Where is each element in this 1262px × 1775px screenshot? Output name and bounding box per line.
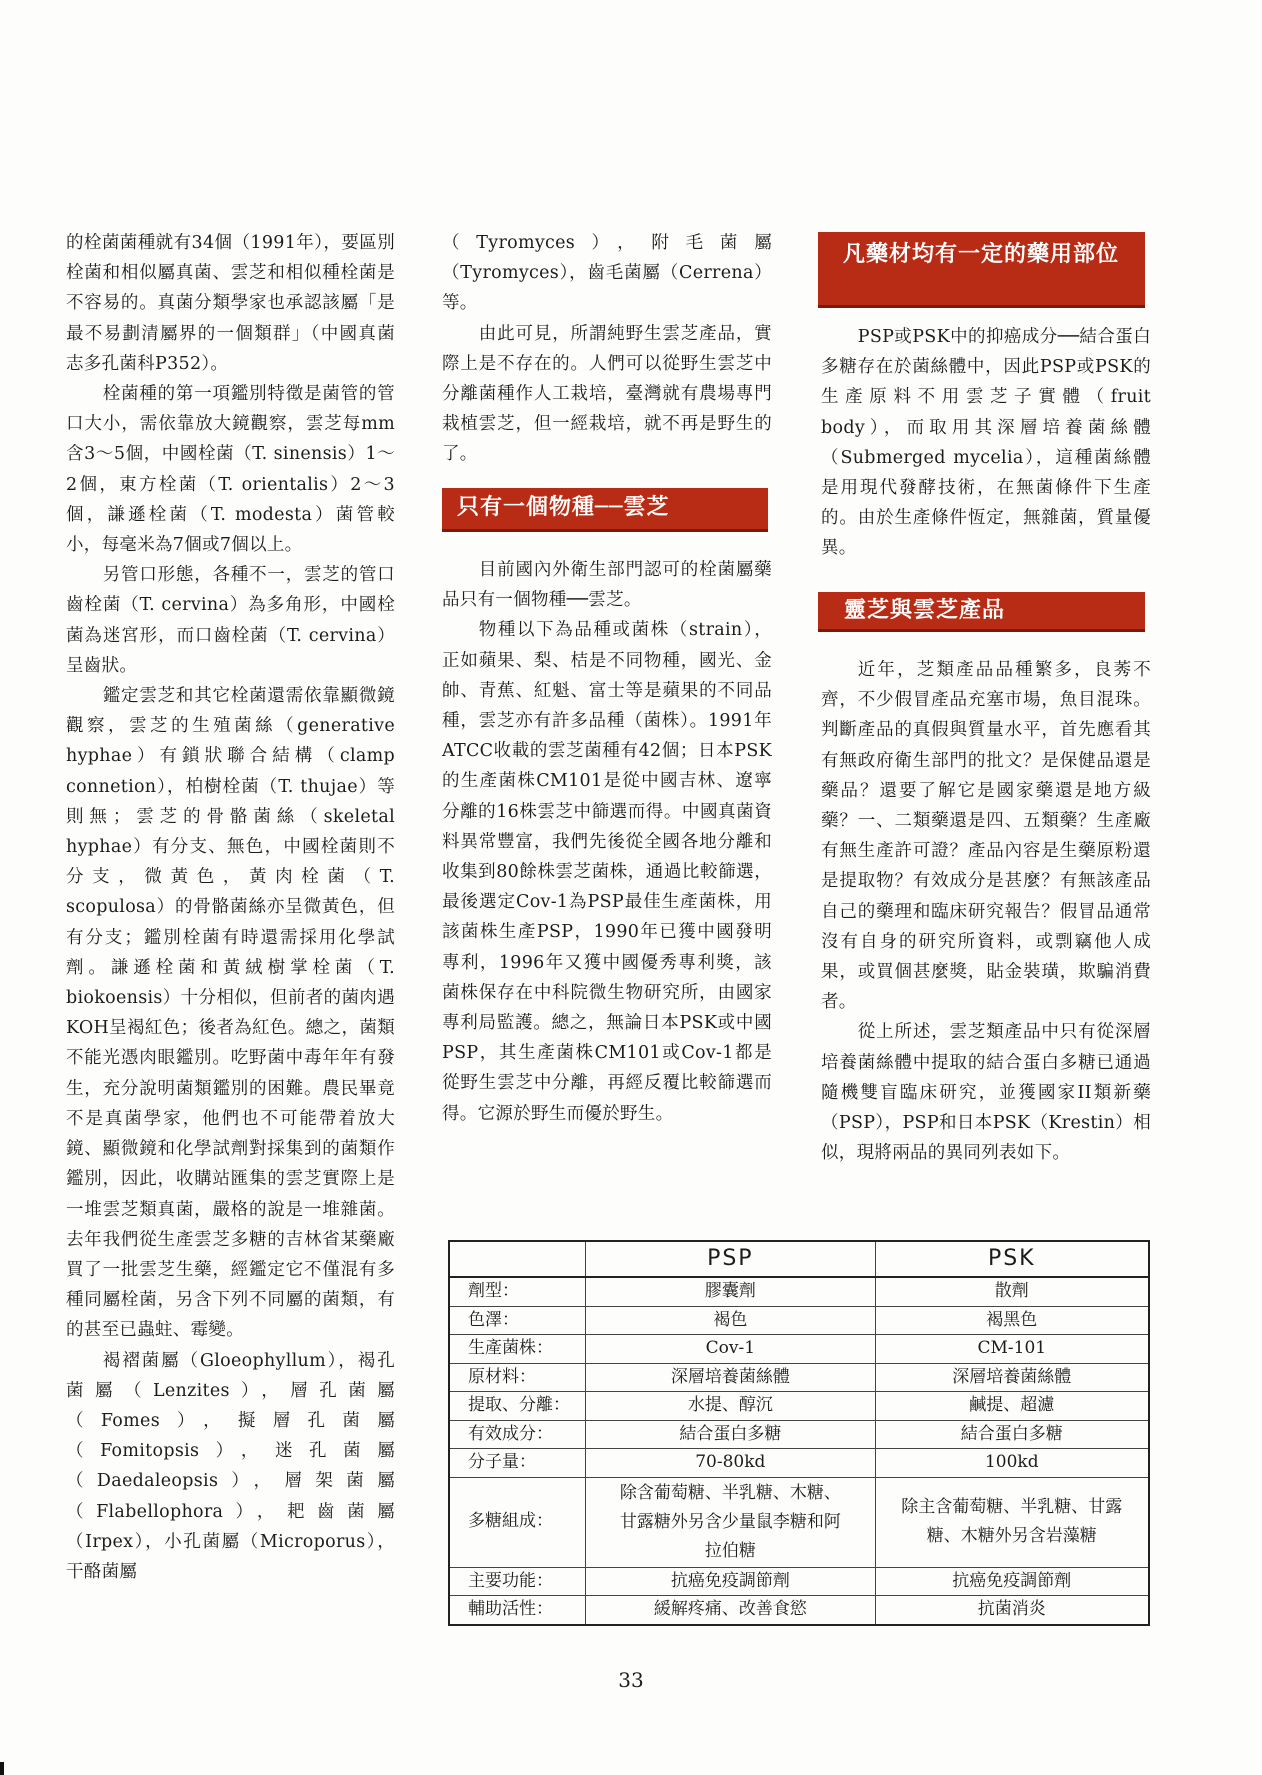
section-heading-only-one-species: 只有一個物種──雲芝 (442, 488, 768, 532)
row-label: 主要功能： (449, 1567, 586, 1596)
psp-value: 70-80kd (586, 1449, 875, 1478)
psk-value: 鹹提、超濾 (875, 1392, 1149, 1421)
paragraph: PSP或PSK中的抑癌成分──結合蛋白多糖存在於菌絲體中，因此PSP或PSK的生產原料不用雲芝子實體（fruit body），而取用其深層培養菌絲體（Submerged mycelia），這種菌絲體是用現代發酵技術，在無菌條件下生產的。由於生產條件恆定，無雜菌，質量優異。 (821, 327, 1151, 559)
row-label: 色澤： (449, 1306, 586, 1335)
row-label: 分子量： (449, 1449, 586, 1478)
table-row (449, 1596, 1149, 1625)
table-row (449, 1449, 1149, 1478)
table-row (449, 1420, 1149, 1449)
article-column-1 (66, 228, 395, 1587)
psk-value: 結合蛋白多糖 (875, 1420, 1149, 1449)
psk-value: CM-101 (875, 1335, 1149, 1364)
paragraph: 的栓菌菌種就有34個（1991年），要區別栓菌和相似屬真菌、雲芝和相似種栓菌是不容易的。真菌分類學家也承認該屬「是最不易劃清屬界的一個類群」（中國真菌志多孔菌科P352）。 (66, 233, 395, 374)
table-header-cell: PSK (875, 1241, 1149, 1277)
article-column-2-continued (442, 555, 772, 1129)
psp-value: 緩解疼痛、改善食慾 (586, 1596, 875, 1625)
table-row (449, 1306, 1149, 1335)
section-heading-medicinal-part: 凡藥材均有一定的藥用部位 (818, 232, 1145, 308)
table-row (449, 1392, 1149, 1421)
psk-value: 除主含葡萄糖、半乳糖、甘露糖、木糖外另含岩藻糖 (875, 1477, 1149, 1567)
paragraph: 近年，芝類產品品種繁多，良莠不齊，不少假冒產品充塞市場，魚目混珠。判斷產品的真假與質量水平，首先應看其有無政府衛生部門的批文？是保健品還是藥品？還要了解它是國家藥還是地方級藥？一、二類藥還是四、五類藥？生產廠有無生產許可證？產品內容是生藥原粉還是提取物？有效成分是甚麼？有無該產品自己的藥理和臨床研究報告？假冒品通常沒有自身的研究所資料，或剽竊他人成果，或買個甚麼獎，貼金裝璜，欺騙消費者。 (821, 660, 1151, 1013)
row-label: 輔助活性： (449, 1596, 586, 1625)
row-label: 多糖組成： (449, 1477, 586, 1567)
table-header-row (449, 1241, 1149, 1277)
article-column-2 (442, 228, 772, 470)
paragraph: 另管口形態，各種不一，雲芝的管口齒栓菌（T. cervina）為多角形，中國栓菌為迷宮形，而口齒栓菌（T. cervina）呈齒狀。 (66, 565, 395, 676)
psp-value: 水提、醇沉 (586, 1392, 875, 1421)
psp-value: 褐色 (586, 1306, 875, 1335)
table-row (449, 1477, 1149, 1567)
section-heading-products: 靈芝與雲芝產品 (818, 592, 1145, 632)
psk-value: 散劑 (875, 1277, 1149, 1306)
table-row (449, 1277, 1149, 1306)
row-label: 提取、分離： (449, 1392, 586, 1421)
psk-value: 100kd (875, 1449, 1149, 1478)
psk-value: 褐黑色 (875, 1306, 1149, 1335)
scan-edge-mark (0, 1762, 4, 1775)
psp-value: 抗癌免疫調節劑 (586, 1567, 875, 1596)
paragraph: 栓菌種的第一項鑑別特徵是菌管的管口大小，需依靠放大鏡觀察，雲芝每mm含3～5個，中國栓菌（T. sinensis）1～2個，東方栓菌（T. orientalis）2～3個，謙遜栓菌（T. modesta）菌管較小，每毫米為7個或7個以上。 (66, 384, 395, 556)
psp-psk-comparison-table (448, 1240, 1150, 1626)
row-label: 原材料： (449, 1363, 586, 1392)
table-row (449, 1335, 1149, 1364)
article-column-3-continued (821, 655, 1151, 1168)
table-row (449, 1567, 1149, 1596)
psp-value: 結合蛋白多糖 (586, 1420, 875, 1449)
paragraph: 褐褶菌屬（Gloeophyllum），褐孔菌屬（Lenzites），層孔菌屬（Fomes），擬層孔菌屬（Fomitopsis），迷孔菌屬（Daedaleopsis），層架菌屬（Flabellophora），耙齒菌屬（Irpex），小孔菌屬（Microporus），干酪菌屬 (66, 1350, 395, 1582)
paragraph: 由此可見，所謂純野生雲芝產品，實際上是不存在的。人們可以從野生雲芝中分離菌種作人工栽培，臺灣就有農場專門栽植雲芝，但一經栽培，就不再是野生的了。 (442, 323, 772, 465)
row-label: 生產菌株： (449, 1335, 586, 1364)
paragraph: 目前國內外衛生部門認可的栓菌屬藥品只有一個物種──雲芝。 (442, 560, 772, 611)
psp-value: 膠囊劑 (586, 1277, 875, 1306)
psk-value: 深層培養菌絲體 (875, 1363, 1149, 1392)
table-header-cell: PSP (586, 1241, 875, 1277)
row-label: 有效成分： (449, 1420, 586, 1449)
article-column-3 (821, 322, 1151, 564)
paragraph: 物種以下為品種或菌株（strain），正如蘋果、梨、桔是不同物種，國光、金帥、青蕉、紅魁、富士等是蘋果的不同品種，雲芝亦有許多品種（菌株）。1991年ATCC收載的雲芝菌種有42個；日本PSK的生產菌株CM101是從中國吉林、遼寧分離的16株雲芝中篩選而得。中國真菌資料異常豐富，我們先後從全國各地分離和收集到80餘株雲芝菌株，通過比較篩選，最後選定Cov-1為PSP最佳生產菌株，用該菌株生產PSP，1990年已獲中國發明專利，1996年又獲中國優秀專利獎，該菌株保存在中科院微生物研究所，由國家專利局監護。總之，無論日本PSK或中國PSP，其生產菌株CM101或Cov-1都是從野生雲芝中分離，再經反覆比較篩選而得。它源於野生而優於野生。 (442, 620, 772, 1124)
psp-value: Cov-1 (586, 1335, 875, 1364)
paragraph: 從上所述，雲芝類產品中只有從深層培養菌絲體中提取的結合蛋白多糖已通過隨機雙盲臨床研究，並獲國家II類新藥（PSP），PSP和日本PSK（Krestin）相似，現將兩品的異同列表如下。 (821, 1022, 1151, 1164)
psp-value: 除含葡萄糖、半乳糖、木糖、甘露糖外另含少量鼠李糖和阿拉伯糖 (586, 1477, 875, 1567)
table-header-cell (449, 1241, 586, 1277)
psp-value: 深層培養菌絲體 (586, 1363, 875, 1392)
page-number: 33 (618, 1668, 644, 1692)
row-label: 劑型： (449, 1277, 586, 1306)
table-row (449, 1363, 1149, 1392)
paragraph: （Tyromyces），附毛菌屬（Tyromyces），齒毛菌屬（Cerrena）等。 (442, 233, 772, 314)
psk-value: 抗菌消炎 (875, 1596, 1149, 1625)
psk-value: 抗癌免疫調節劑 (875, 1567, 1149, 1596)
paragraph: 鑑定雲芝和其它栓菌還需依靠顯微鏡觀察，雲芝的生殖菌絲（generative hyphae）有鎖狀聯合結構（clamp connetion），柏樹栓菌（T. thujae）等則無；雲芝的骨骼菌絲（skeletal hyphae）有分支、無色，中國栓菌則不分支，微黃色，黃肉栓菌（T. scopulosa）的骨骼菌絲亦呈微黃色，但有分支；鑑別栓菌有時還需採用化學試劑。謙遜栓菌和黃絨樹掌栓菌（T. biokoensis）十分相似，但前者的菌肉遇KOH呈褐紅色；後者為紅色。總之，菌類不能光憑肉眼鑑別。吃野菌中毒年年有發生，充分說明菌類鑑別的困難。農民畢竟不是真菌學家，他們也不可能帶着放大鏡、顯微鏡和化學試劑對採集到的菌類作鑑別，因此，收購站匯集的雲芝實際上是一堆雲芝類真菌，嚴格的說是一堆雜菌。去年我們從生產雲芝多糖的吉林省某藥廠買了一批雲芝生藥，經鑑定它不僅混有多種同屬栓菌，另含下列不同屬的菌類，有的甚至已蟲蛀、霉變。 (66, 686, 395, 1341)
